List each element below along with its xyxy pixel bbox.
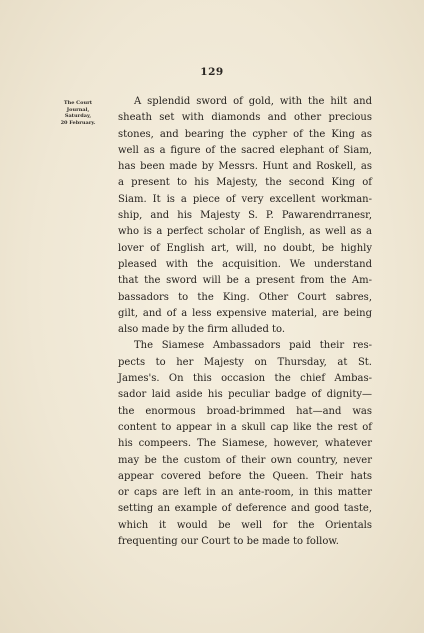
paragraph-2	[118, 338, 372, 550]
text-line: sheath set with diamonds and other precious	[118, 112, 372, 124]
text-line: who is a perfect scholar of English, as well as a	[118, 226, 372, 238]
margin-note-line: 20 February.	[60, 119, 96, 126]
page-number: 129	[200, 66, 224, 78]
text-line: Siam. It is a piece of very excellent workman-	[118, 193, 372, 205]
text-line: setting an example of deference and good taste,	[118, 503, 372, 515]
text-line: may be the custom of their own country, never	[118, 454, 372, 466]
text-line: also made by the firm alluded to.	[118, 324, 286, 336]
text-line: a present to his Majesty, the second King of	[118, 177, 372, 189]
margin-note-line: Journal,	[66, 106, 90, 113]
text-line: pleased with the acquisition. We understand	[118, 258, 372, 270]
text-line: that the sword will be a present from the Am-	[118, 275, 372, 287]
text-line: pects to her Majesty on Thursday, at St.	[118, 356, 372, 368]
text-line: well as a figure of the sacred elephant of Siam,	[118, 144, 372, 156]
margin-note	[48, 100, 108, 126]
text-line: stones, and bearing the cypher of the King as	[118, 128, 372, 140]
margin-note-line: Saturday,	[64, 113, 92, 119]
margin-note-line: The Court	[63, 100, 93, 106]
text-line: James's. On this occasion the chief Ambas-	[118, 373, 372, 385]
text-line: lover of English art, will, no doubt, be highly	[118, 242, 372, 254]
text-line: which it would be well for the Orientals	[118, 519, 372, 531]
text-line: frequenting our Court to be made to follow.	[118, 536, 339, 548]
text-line: content to appear in a skull cap like the rest of	[118, 421, 372, 433]
text-line: The Siamese Ambassadors paid their res-	[134, 340, 372, 352]
text-line: bassadors to the King. Other Court sabres,	[118, 291, 372, 303]
paragraph-1	[118, 94, 372, 338]
text-line: gilt, and of a less expensive material, are being	[118, 307, 372, 319]
text-line: sador laid aside his peculiar badge of dignity—	[118, 389, 372, 401]
text-line: appear covered before the Queen. Their hats	[118, 470, 372, 482]
body-text	[118, 94, 372, 550]
text-line: his compeers. The Siamese, however, whatever	[118, 438, 372, 450]
text-line: A splendid sword of gold, with the hilt and	[134, 96, 372, 107]
text-line: ship, and his Majesty S. P. Pawarendrranesr,	[118, 210, 372, 222]
text-line: has been made by Messrs. Hunt and Roskell, as	[118, 161, 372, 173]
text-line: or caps are left in an ante-room, in this matter	[118, 487, 372, 499]
text-line: the enormous broad-brimmed hat—and was	[118, 405, 372, 417]
